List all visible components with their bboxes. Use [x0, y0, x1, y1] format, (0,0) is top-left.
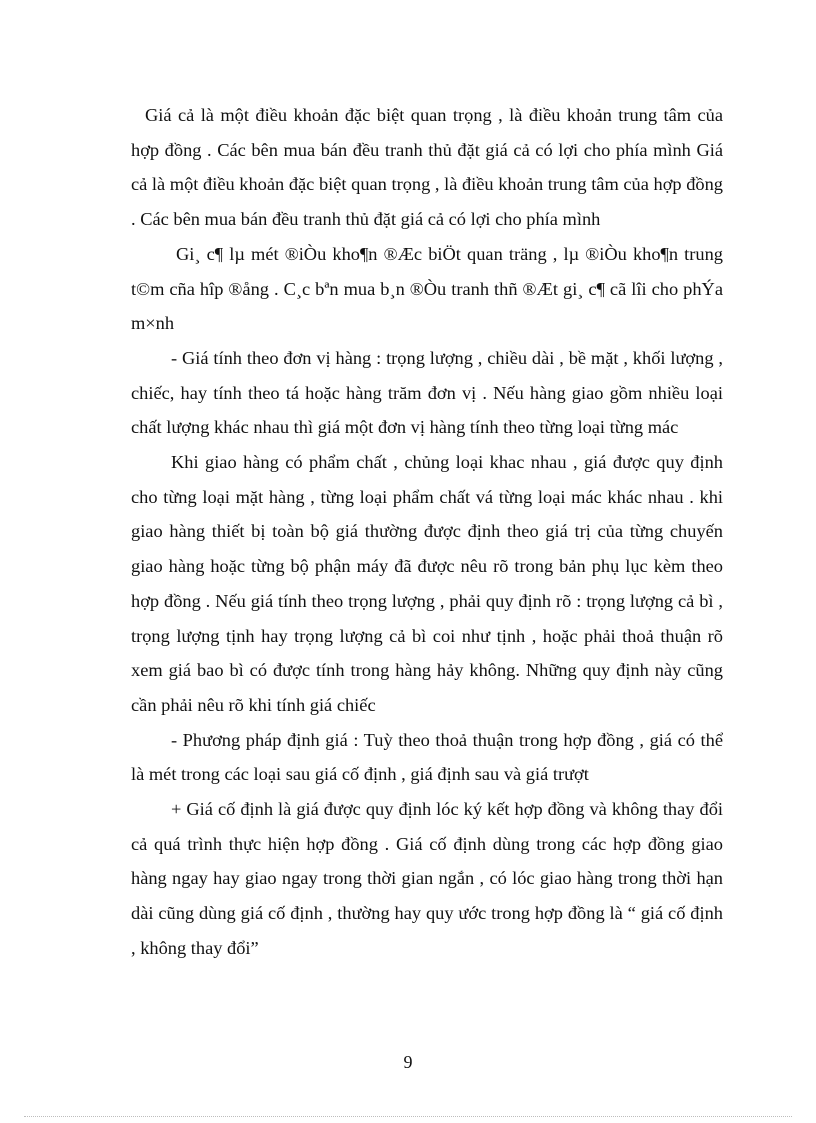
page-bottom-border	[24, 1116, 792, 1117]
document-body	[131, 98, 723, 966]
paragraph-price-importance: Giá cả là một điều khoản đặc biệt quan trọng , là điều khoản trung tâm của hợp đồng . Các bên mua bán đều tranh thủ đặt giá cả có lợi cho phía mình Giá cả là một điều khoản đặc biệt quan trọng , là điều khoản trung tâm của hợp đồng . Các bên mua bán đều tranh thủ đặt giá cả có lợi cho phía mình	[131, 105, 723, 230]
paragraph-unit-price: - Giá tính theo đơn vị hàng : trọng lượng , chiều dài , bề mặt , khối lượng , chiếc, hay tính theo tá hoặc hàng trăm đơn vị . Nếu hàng giao gồm nhiều loại chất lượng khác nhau thì giá một đơn vị hàng tính theo từng loại từng mác	[131, 347, 723, 438]
paragraph-pricing-method: - Phương pháp định giá : Tuỳ theo thoả thuận trong hợp đồng , giá có thể là mét trong các loại sau giá cố định , giá định sau và giá trượt	[131, 729, 723, 785]
page-number: 9	[403, 1052, 413, 1072]
paragraph-legacy-encoded: Gi¸ c¶ lµ mét ®iÒu kho¶n ®Æc biÖt quan träng , lµ ®iÒu kho¶n trung t©m cña hîp ®ång . C¸c bªn mua b¸n ®Òu tranh thñ ®Æt gi¸ c¶ cã lîi cho phÝa m×nh	[131, 243, 723, 334]
paragraph-delivery-pricing: Khi giao hàng có phẩm chất , chủng loại khac nhau , giá được quy định cho từng loại mặt hàng , từng loại phẩm chất vá từng loại mác khác nhau . khi giao hàng thiết bị toàn bộ giá thường được định theo giá trị của từng chuyến giao hàng hoặc từng bộ phận máy đã được nêu rõ trong bản phụ lục kèm theo hợp đồng . Nếu giá tính theo trọng lượng , phải quy định rõ : trọng lượng cả bì , trọng lượng tịnh hay trọng lượng cả bì coi như tịnh , hoặc phải thoả thuận rõ xem giá bao bì có được tính trong hàng hảy không. Những quy định này cũng cần phải nêu rõ khi tính giá chiếc	[131, 452, 723, 715]
paragraph-fixed-price: + Giá cố định là giá được quy định lóc ký kết hợp đồng và không thay đổi cả quá trình thực hiện hợp đồng . Giá cố định dùng trong các hợp đồng giao hàng ngay hay giao ngay trong thời gian ngắn , có lóc giao hàng trong thời hạn dài cũng dùng giá cố định , thường hay quy ước trong hợp đồng là “ giá cố định , không thay đổi”	[131, 799, 723, 958]
